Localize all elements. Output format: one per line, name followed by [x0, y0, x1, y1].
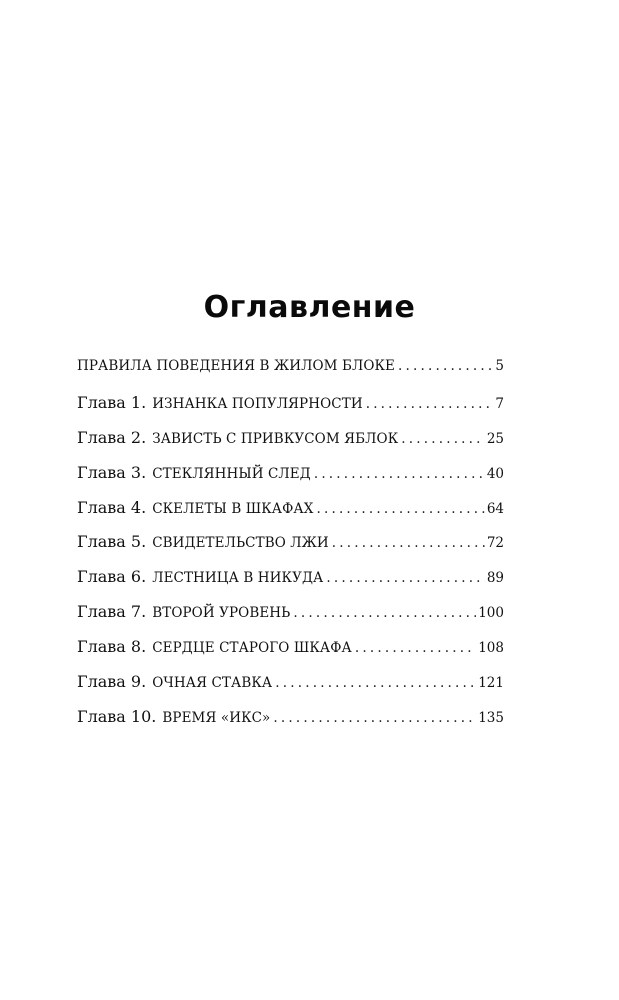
- toc-entry-chapter-10[interactable]: [77, 707, 504, 742]
- dot-leader: [366, 396, 494, 412]
- entry-page-number: 7: [495, 395, 504, 412]
- chapter-label: Глава 3.: [77, 462, 147, 482]
- toc-entry-chapter-5[interactable]: [77, 532, 504, 567]
- entry-title: ПРАВИЛА ПОВЕДЕНИЯ В ЖИЛОМ БЛОКЕ: [77, 358, 395, 374]
- entry-title: ОЧНАЯ СТАВКА: [152, 675, 273, 692]
- dot-leader: [316, 501, 484, 517]
- entry-title: ИЗНАНКА ПОПУЛЯРНОСТИ: [152, 395, 363, 412]
- entry-page-number: 121: [478, 675, 504, 692]
- chapter-label: Глава 4.: [77, 497, 147, 517]
- entry-page-number: 108: [478, 640, 504, 657]
- dot-leader: [314, 466, 485, 482]
- dot-leader: [326, 570, 484, 586]
- chapter-label: Глава 10.: [77, 706, 157, 726]
- dot-leader: [293, 605, 476, 621]
- chapter-label: Глава 8.: [77, 637, 147, 657]
- entry-title: СВИДЕТЕЛЬСТВО ЛЖИ: [152, 535, 329, 552]
- toc-entry-chapter-4[interactable]: [77, 498, 504, 533]
- chapter-label: Глава 6.: [77, 567, 147, 587]
- toc-title: Оглавление: [203, 290, 416, 325]
- toc-entry-chapter-9[interactable]: [77, 672, 504, 707]
- chapter-label: Глава 7.: [77, 602, 147, 622]
- entry-title: ЗАВИСТЬ С ПРИВКУСОМ ЯБЛОК: [152, 430, 399, 447]
- entry-title: ВРЕМЯ «ИКС»: [162, 709, 271, 726]
- entry-title: ЛЕСТНИЦА В НИКУДА: [152, 570, 324, 587]
- toc-entry-chapter-3[interactable]: [77, 463, 504, 498]
- entry-title: ВТОРОЙ УРОВЕНЬ: [152, 605, 291, 622]
- toc-entry-rules[interactable]: [77, 358, 504, 393]
- entry-page-number: 5: [495, 358, 504, 374]
- toc-entry-chapter-7[interactable]: [77, 602, 504, 637]
- toc-entry-chapter-8[interactable]: [77, 637, 504, 672]
- dot-leader: [398, 358, 493, 374]
- toc-entry-chapter-6[interactable]: [77, 567, 504, 602]
- dot-leader: [275, 675, 476, 691]
- entry-page-number: 72: [486, 535, 504, 552]
- dot-leader: [401, 431, 485, 447]
- toc-list: [77, 358, 504, 742]
- entry-page-number: 40: [486, 465, 504, 482]
- entry-page-number: 89: [486, 570, 504, 587]
- entry-page-number: 64: [486, 500, 504, 517]
- dot-leader: [273, 710, 476, 726]
- dot-leader: [355, 640, 476, 656]
- entry-page-number: 100: [478, 605, 504, 622]
- chapter-label: Глава 5.: [77, 532, 147, 552]
- chapter-label: Глава 9.: [77, 672, 147, 692]
- entry-title: СТЕКЛЯННЫЙ СЛЕД: [152, 465, 311, 482]
- toc-entry-chapter-2[interactable]: [77, 428, 504, 463]
- toc-entry-chapter-1[interactable]: [77, 393, 504, 428]
- chapter-label: Глава 2.: [77, 427, 147, 447]
- entry-title: СКЕЛЕТЫ В ШКАФАХ: [152, 500, 314, 517]
- dot-leader: [332, 535, 485, 551]
- entry-page-number: 25: [486, 430, 504, 447]
- entry-page-number: 135: [478, 709, 504, 726]
- chapter-label: Глава 1.: [77, 392, 147, 412]
- entry-title: СЕРДЦЕ СТАРОГО ШКАФА: [152, 640, 352, 657]
